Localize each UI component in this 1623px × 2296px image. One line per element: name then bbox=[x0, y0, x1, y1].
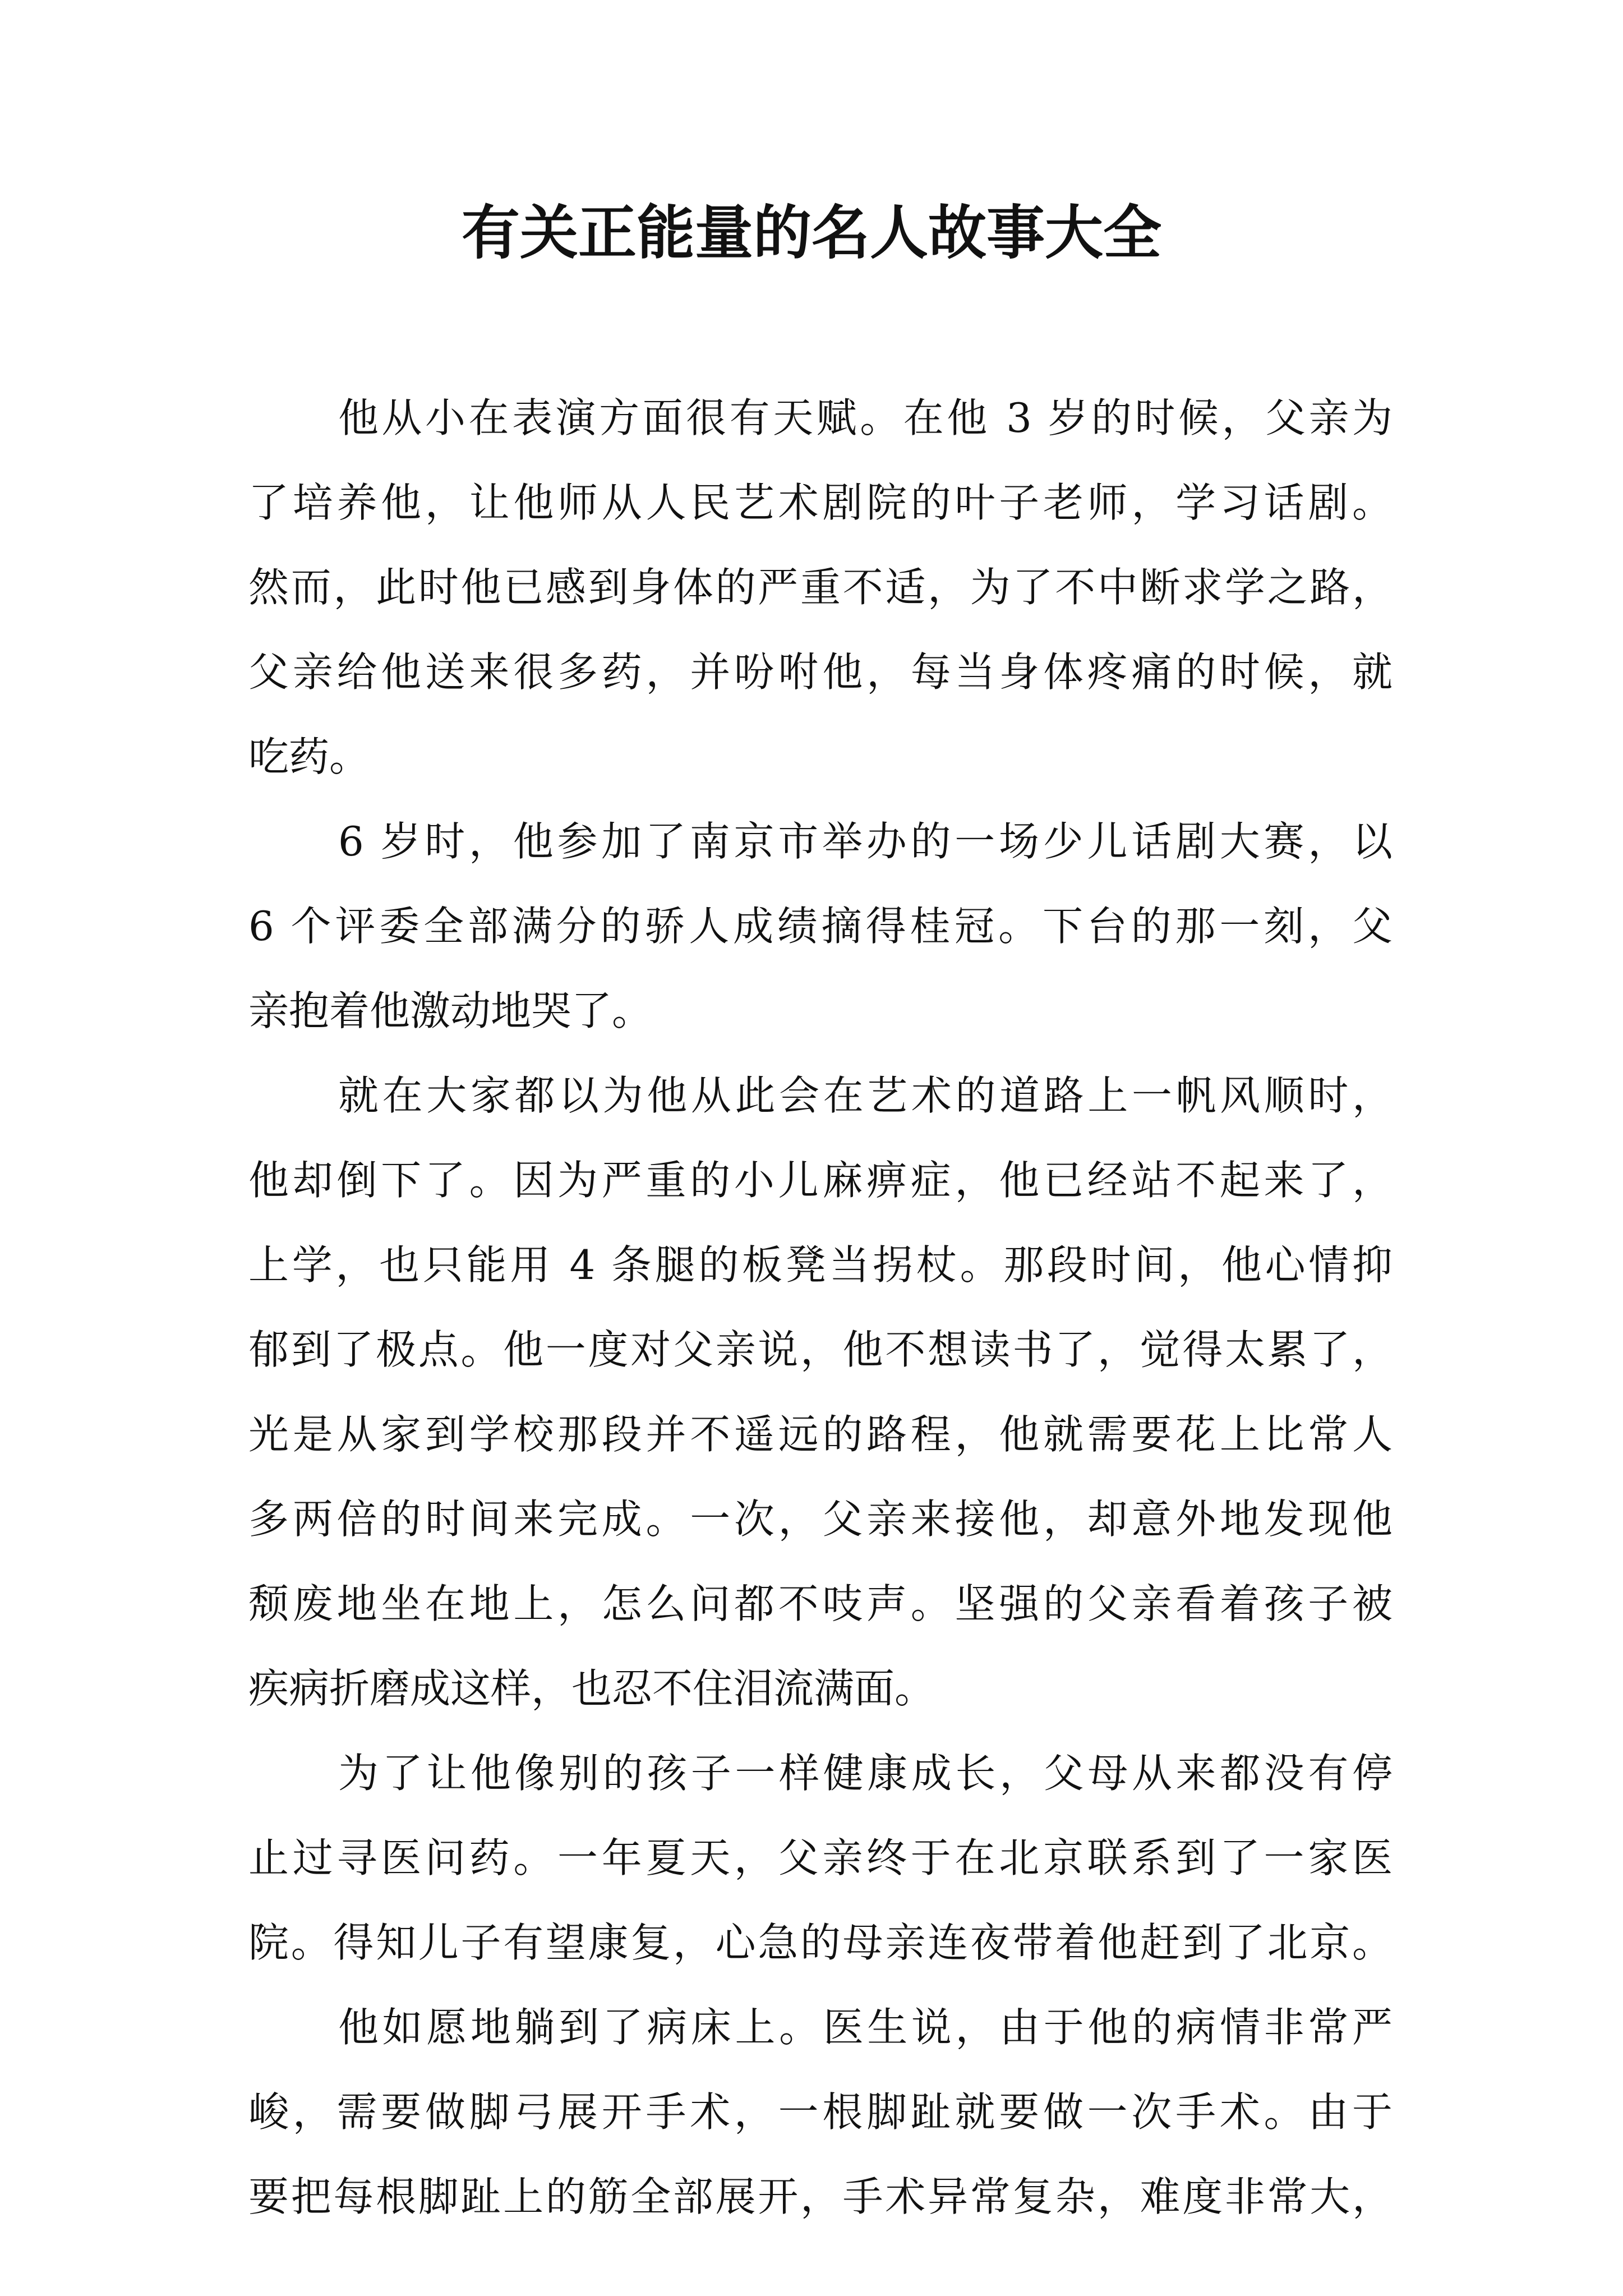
document-title: 有关正能量的名人故事大全 bbox=[461, 199, 1161, 267]
text-line: 止过寻医问药。一年夏天，父亲终于在北京联系到了一家医 bbox=[248, 1834, 1393, 1881]
paragraph-5 bbox=[248, 1985, 1393, 2239]
document-body bbox=[248, 376, 1393, 2239]
text-line: 颓废地坐在地上，怎么问都不吱声。坚强的父亲看着孩子被 bbox=[248, 1580, 1393, 1627]
text-line: 峻，需要做脚弓展开手术，一根脚趾就要做一次手术。由于 bbox=[248, 2088, 1393, 2136]
text-line: 多两倍的时间来完成。一次，父亲来接他，却意外地发现他 bbox=[248, 1496, 1393, 1543]
paragraph-4 bbox=[248, 1731, 1393, 1985]
text-line: 郁到了极点。他一度对父亲说，他不想读书了，觉得太累了， bbox=[248, 1326, 1393, 1373]
text-line: 他如愿地躺到了病床上。医生说，由于他的病情非常严 bbox=[338, 2004, 1393, 2051]
text-line: 他却倒下了。因为严重的小儿麻痹症，他已经站不起来了， bbox=[248, 1157, 1393, 1204]
text-line: 上学，也只能用 4 条腿的板凳当拐杖。那段时间，他心情抑 bbox=[248, 1241, 1393, 1289]
text-line: 为了让他像别的孩子一样健康成长，父母从来都没有停 bbox=[338, 1750, 1393, 1797]
paragraph-2 bbox=[248, 799, 1393, 1053]
text-line: 吃药。 bbox=[248, 733, 370, 780]
paragraph-1 bbox=[248, 376, 1393, 799]
text-line: 他从小在表演方面很有天赋。在他 3 岁的时候，父亲为 bbox=[338, 394, 1393, 441]
text-line: 然而，此时他已感到身体的严重不适，为了不中断求学之路， bbox=[248, 564, 1393, 611]
text-line: 疾病折磨成这样，也忍不住泪流满面。 bbox=[248, 1665, 935, 1712]
text-line: 要把每根脚趾上的筋全部展开，手术异常复杂，难度非常大， bbox=[248, 2173, 1393, 2220]
text-line: 院。得知儿子有望康复，心急的母亲连夜带着他赶到了北京。 bbox=[248, 1919, 1393, 1966]
text-line: 6 岁时，他参加了南京市举办的一场少儿话剧大赛，以 bbox=[338, 818, 1393, 865]
text-line: 光是从家到学校那段并不遥远的路程，他就需要花上比常人 bbox=[248, 1411, 1393, 1458]
text-line: 就在大家都以为他从此会在艺术的道路上一帆风顺时， bbox=[338, 1072, 1393, 1119]
paragraph-3 bbox=[248, 1053, 1393, 1731]
text-line: 父亲给他送来很多药，并吩咐他，每当身体疼痛的时候，就 bbox=[248, 648, 1393, 696]
text-line: 6 个评委全部满分的骄人成绩摘得桂冠。下台的那一刻，父 bbox=[248, 903, 1393, 950]
text-line: 了培养他，让他师从人民艺术剧院的叶子老师，学习话剧。 bbox=[248, 479, 1393, 526]
text-line: 亲抱着他激动地哭了。 bbox=[248, 987, 653, 1034]
